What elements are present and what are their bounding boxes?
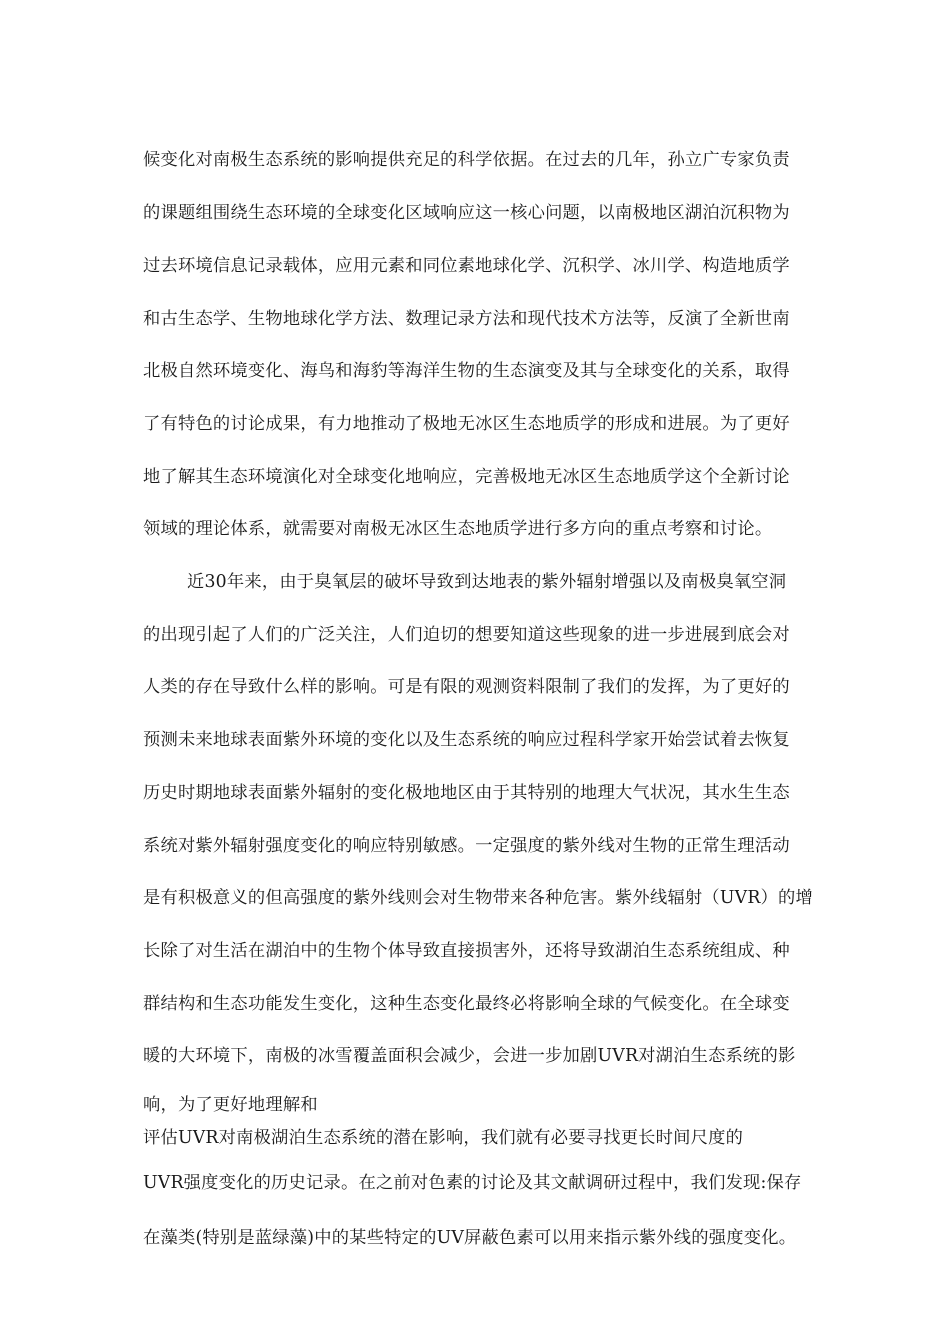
text-line: 的出现引起了人们的广泛关注，人们迫切的想要知道这些现象的进一步进展到底会对 xyxy=(143,625,790,645)
text-line: 了有特色的讨论成果，有力地推动了极地无冰区生态地质学的形成和进展。为了更好 xyxy=(143,414,790,434)
text-line: 预测未来地球表面紫外环境的变化以及生态系统的响应过程科学家开始尝试着去恢复 xyxy=(143,730,790,750)
text-line: 人类的存在导致什么样的影响。可是有限的观测资料限制了我们的发挥，为了更好的 xyxy=(143,677,790,697)
text-line: 响，为了更好地理解和 xyxy=(143,1095,318,1115)
text-line: 长除了对生活在湖泊中的生物个体导致直接损害外，还将导致湖泊生态系统组成、种 xyxy=(143,941,790,961)
text-line: 暖的大环境下，南极的冰雪覆盖面积会减少，会进一步加剧UVR对湖泊生态系统的影 xyxy=(143,1046,796,1066)
text-line: 历史时期地球表面紫外辐射的变化极地地区由于其特别的地理大气状况，其水生生态 xyxy=(143,783,790,803)
text-line: 候变化对南极生态系统的影响提供充足的科学依据。在过去的几年，孙立广专家负责 xyxy=(143,150,790,170)
text-line: UVR强度变化的历史记录。在之前对色素的讨论及其文献调研过程中，我们发现:保存 xyxy=(143,1173,802,1193)
text-line: 和古生态学、生物地球化学方法、数理记录方法和现代技术方法等，反演了全新世南 xyxy=(143,309,790,329)
text-line: 领域的理论体系，就需要对南极无冰区生态地质学进行多方向的重点考察和讨论。 xyxy=(143,519,773,539)
text-line: 群结构和生态功能发生变化，这种生态变化最终必将影响全球的气候变化。在全球变 xyxy=(143,994,790,1014)
text-line: 地了解其生态环境演化对全球变化地响应，完善极地无冰区生态地质学这个全新讨论 xyxy=(143,467,790,487)
text-line: 近30年来，由于臭氧层的破坏导致到达地表的紫外辐射增强以及南极臭氧空洞 xyxy=(187,572,787,592)
text-line: 过去环境信息记录载体，应用元素和同位素地球化学、沉积学、冰川学、构造地质学 xyxy=(143,256,790,276)
text-line: 系统对紫外辐射强度变化的响应特别敏感。一定强度的紫外线对生物的正常生理活动 xyxy=(143,836,790,856)
text-line: 评估UVR对南极湖泊生态系统的潜在影响，我们就有必要寻找更长时间尺度的 xyxy=(143,1128,744,1148)
text-line: 是有积极意义的但高强度的紫外线则会对生物带来各种危害。紫外线辐射（UVR）的增 xyxy=(143,888,813,908)
text-line: 北极自然环境变化、海鸟和海豹等海洋生物的生态演变及其与全球变化的关系，取得 xyxy=(143,361,790,381)
text-line: 的课题组围绕生态环境的全球变化区域响应这一核心问题，以南极地区湖泊沉积物为 xyxy=(143,203,790,223)
text-line: 在藻类(特别是蓝绿藻)中的某些特定的UV屏蔽色素可以用来指示紫外线的强度变化。 xyxy=(143,1228,797,1248)
